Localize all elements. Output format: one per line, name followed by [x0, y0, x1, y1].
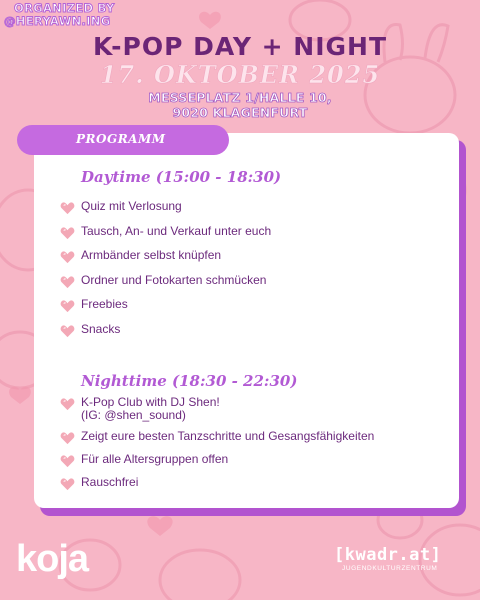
item-text: Tausch, An- und Verkauf unter euch	[81, 224, 272, 238]
item-line-1: K-Pop Club with DJ Shen!	[81, 395, 220, 409]
list-item	[60, 274, 266, 289]
kwadrat-logo-text: [kwadr.at]	[334, 545, 442, 565]
list-item	[60, 476, 138, 491]
heart-icon	[60, 299, 75, 313]
item-text: Armbänder selbst knüpfen	[81, 248, 222, 262]
address-line-1: MESSEPLATZ 1/HALLE 10,	[148, 90, 332, 105]
item-text: Freebies	[81, 297, 128, 311]
list-item	[60, 430, 374, 445]
list-item	[60, 249, 221, 264]
item-line-2: (IG: @shen_sound)	[81, 407, 186, 422]
item-text	[81, 396, 220, 421]
item-text: Rauschfrei	[81, 475, 139, 489]
organizer-line-1: ORGANIZED BY	[14, 1, 115, 15]
organizer-credit	[4, 2, 154, 28]
item-text: Ordner und Fotokarten schmücken	[81, 273, 267, 287]
list-item	[60, 225, 271, 240]
event-date: 17. OKTOBER 2025	[99, 60, 381, 89]
organizer-handle: @HERYAWN.ING	[4, 14, 111, 28]
address-line-2: 9020 KLAGENFURT	[172, 105, 308, 120]
heart-icon	[60, 250, 75, 264]
heart-icon	[60, 324, 75, 338]
list-item	[60, 200, 182, 215]
heart-icon	[60, 275, 75, 289]
nighttime-title: Nighttime (18:30 - 22:30)	[81, 372, 298, 390]
event-title: K-POP DAY + NIGHT	[92, 32, 388, 61]
item-text: Quiz mit Verlosung	[81, 199, 182, 213]
list-item	[60, 323, 120, 338]
list-item	[60, 298, 128, 313]
heart-icon	[60, 431, 75, 445]
daytime-title: Daytime (15:00 - 18:30)	[81, 168, 282, 186]
heart-icon	[60, 397, 75, 411]
item-text: Zeigt eure besten Tanzschritte und Gesangsfähigkeiten	[81, 429, 375, 443]
heart-icon	[60, 454, 75, 468]
koja-logo: koja	[16, 538, 89, 580]
program-tab-label: PROGRAMM	[76, 132, 166, 146]
item-text: Für alle Altersgruppen offen	[81, 452, 229, 466]
kwadrat-logo	[334, 545, 462, 572]
list-item	[60, 453, 228, 468]
heart-icon	[60, 201, 75, 215]
heart-icon	[60, 226, 75, 240]
kwadrat-subtitle: JUGENDKULTURZENTRUM	[342, 565, 438, 572]
heart-icon	[60, 477, 75, 491]
event-address	[0, 90, 480, 120]
item-text: Snacks	[81, 322, 121, 336]
list-item	[60, 396, 220, 421]
